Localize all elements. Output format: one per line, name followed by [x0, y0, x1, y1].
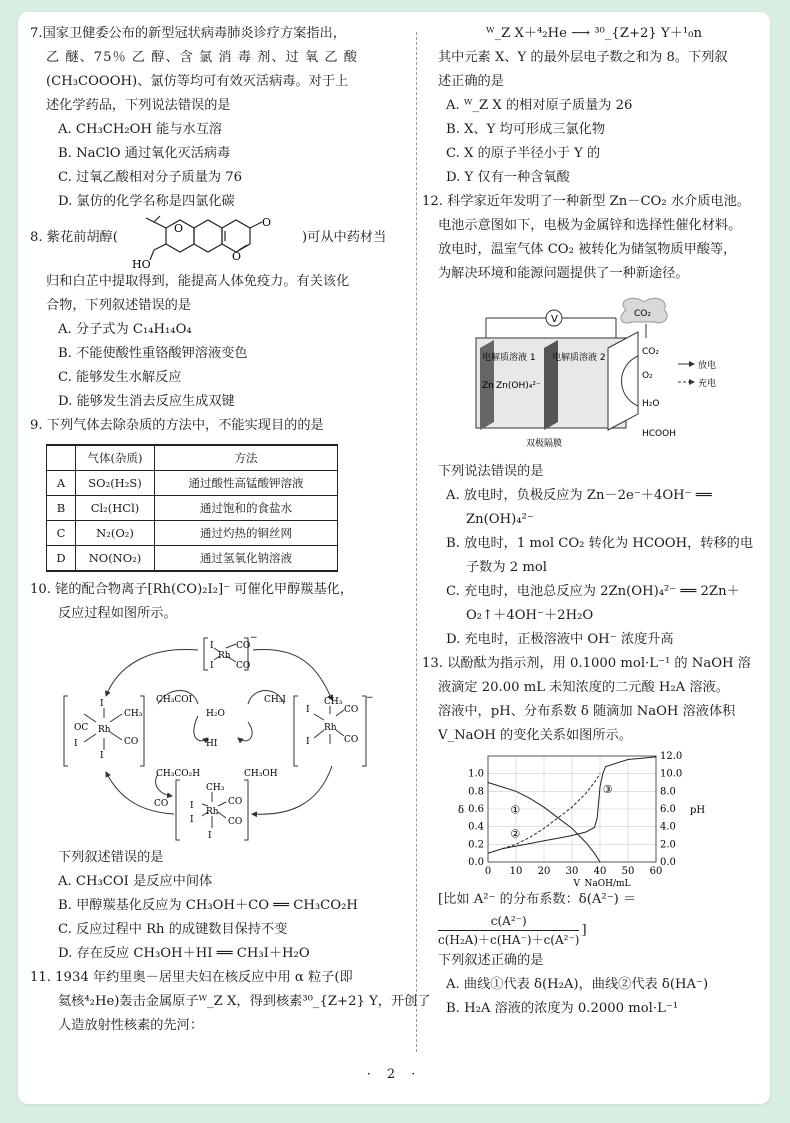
q7-line: 7.国家卫健委公布的新型冠状病毒肺炎诊疗方案指出，: [30, 26, 346, 41]
q8-line: 合物，下列叙述错误的是: [46, 298, 192, 313]
x-tick-label: 60: [649, 866, 663, 877]
q13-line: 液滴定 20.00 mL 未知浓度的二元酸 H₂A 溶液。: [438, 680, 729, 695]
q7-line: 乙 醚、75％ 乙 醇、含 氯 消 毒 剂、过 氧 乙 酸: [46, 50, 358, 65]
q11-option-d: D. Y 仅有一种含氧酸: [446, 170, 570, 185]
q8-o-label: O: [174, 222, 184, 235]
cycle-label: HI: [206, 739, 218, 749]
y-left-tick-label: 0.8: [468, 786, 484, 798]
q11-option-a: A. ᵂ_Z X 的相对原子质量为 26: [446, 98, 633, 113]
cycle-label: Rh: [206, 807, 219, 817]
cycle-label: CH₃: [206, 783, 225, 793]
y-left-tick-label: 0.0: [468, 857, 484, 868]
q12-option-b: B. 放电时，1 mol CO₂ 转化为 HCOOH，转移的电: [446, 536, 754, 551]
y-left-tick-label: 0.4: [468, 821, 484, 833]
y-right-axis-label: pH: [690, 805, 706, 816]
cycle-label: CO: [154, 799, 169, 809]
y-right-tick-label: 2.0: [660, 839, 676, 851]
cycle-label: Rh: [324, 723, 337, 733]
x-tick-label: 20: [537, 866, 551, 877]
cycle-label: CH₃CO₂H: [156, 769, 201, 779]
cycle-label: I: [74, 739, 78, 749]
q8-stem-start: 8. 紫花前胡醇(: [30, 230, 118, 245]
curve-label: ③: [602, 783, 613, 797]
discharge-label: 放电: [698, 361, 717, 371]
q7-option-c: C. 过氧乙酸相对分子质量为 76: [58, 170, 243, 185]
x-axis-label: V_NaOH/mL: [573, 879, 631, 888]
cycle-label: CH₃: [324, 697, 343, 707]
cycle-label: −: [250, 633, 258, 643]
q12-option-c: C. 充电时，电池总反应为 2Zn(OH)₄²⁻ ══ 2Zn＋: [446, 584, 740, 599]
h2o-label: H₂O: [642, 399, 660, 409]
q12-option-a-cont: Zn(OH)₄²⁻: [466, 512, 534, 527]
q13-line: 13. 以酚酞为指示剂，用 0.1000 mol·L⁻¹ 的 NaOH 溶: [422, 656, 751, 671]
q7-option-d: D. 氯仿的化学名称是四氯化碳: [58, 194, 235, 209]
q13-lead: 下列叙述正确的是: [438, 953, 544, 968]
cycle-label: I: [190, 815, 194, 825]
cycle-label: CO: [228, 797, 243, 807]
cycle-label: CO: [236, 641, 251, 651]
table-header: [47, 445, 76, 471]
cycle-label: I: [100, 751, 104, 761]
cycle-label: CH₃OH: [244, 769, 278, 779]
q13-note: [比如 A²⁻ 的分布系数：δ(A²⁻) ＝: [438, 892, 637, 907]
exam-page: [18, 12, 770, 1104]
q8-option-d: D. 能够发生消去反应生成双键: [58, 394, 235, 409]
q13-fraction: [422, 912, 766, 949]
q8-o-label: O: [232, 250, 242, 263]
cycle-label: CO: [228, 817, 243, 827]
q8-option-c: C. 能够发生水解反应: [58, 370, 182, 385]
q7-option-b: B. NaClO 通过氧化灭活病毒: [58, 146, 231, 161]
q11-cont: 述正确的是: [438, 74, 504, 89]
q11-line: 人造放射性核素的先河：: [58, 1018, 204, 1033]
curve-label: ②: [510, 827, 521, 841]
q9-stem: 9. 下列气体去除杂质的方法中，不能实现目的的是: [30, 418, 324, 433]
q10-line: 反应过程如图所示。: [58, 606, 177, 621]
charge-label: 充电: [698, 379, 717, 389]
q8-structure: [126, 214, 296, 270]
table-header: 方法: [155, 445, 338, 471]
y-right-tick-label: 12.0: [660, 751, 683, 762]
cycle-label: CO: [344, 735, 359, 745]
q10-catalytic-cycle: [48, 626, 388, 846]
q12-line: 为解决环境和能源问题提供了一种新途径。: [438, 266, 689, 281]
co2-cloud-label: CO₂: [634, 309, 651, 319]
q13-note-close: ]: [581, 922, 587, 938]
q13-option-a: A. 曲线①代表 δ(H₂A)，曲线②代表 δ(HA⁻): [446, 977, 709, 992]
q13-line: 溶液中，pH、分布系数 δ 随滴加 NaOH 溶液体积: [438, 704, 736, 719]
cycle-label: CO: [124, 737, 139, 747]
q8-stem-end: )可从中药材当: [302, 230, 387, 245]
q11-option-c: C. X 的原子半径小于 Y 的: [446, 146, 601, 161]
q13-option-b: B. H₂A 溶液的浓度为 0.2000 mol·L⁻¹: [446, 1001, 679, 1016]
q11-line: 11. 1934 年约里奥－居里夫妇在核反应中用 α 粒子(即: [30, 970, 353, 985]
table-cell: B: [47, 496, 76, 521]
y-right-tick-label: 4.0: [660, 821, 676, 833]
cycle-label: I: [210, 661, 214, 671]
question-8: [30, 214, 400, 270]
q12-option-d: D. 充电时，正极溶液中 OH⁻ 浓度升高: [446, 632, 674, 647]
q12-line: 12. 科学家近年发明了一种新型 Zn－CO₂ 水介质电池。: [422, 194, 750, 209]
o2-label: O₂: [642, 371, 653, 381]
y-right-tick-label: 0.0: [660, 857, 676, 868]
table-cell: Cl₂(HCl): [76, 496, 155, 521]
cycle-label: CH₃COI: [156, 695, 193, 705]
table-header: 气体(杂质): [76, 445, 155, 471]
table-cell: 通过饱和的食盐水: [155, 496, 338, 521]
q8-option-b: B. 不能使酸性重铬酸钾溶液变色: [58, 346, 248, 361]
cycle-label: −: [366, 693, 374, 703]
cycle-label: I: [306, 737, 310, 747]
zn-label: Zn: [482, 381, 494, 391]
voltmeter-label: V: [551, 314, 558, 325]
page-number: · 2 ·: [366, 1067, 422, 1082]
q11-cont: 其中元素 X、Y 的最外层电子数之和为 8。下列叙: [438, 50, 728, 65]
q10-line: 10. 铑的配合物离子[Rh(CO)₂I₂]⁻ 可催化甲醇羰基化，: [30, 582, 354, 597]
cycle-label: I: [306, 705, 310, 715]
table-header-row: [47, 445, 338, 471]
q12-option-b-cont: 子数为 2 mol: [466, 560, 547, 575]
table-cell: 通过灼热的铜丝网: [155, 521, 338, 546]
question-7: [30, 22, 400, 214]
q12-lead: 下列说法错误的是: [438, 464, 544, 479]
cycle-label: I: [100, 699, 104, 709]
q9-table: [46, 444, 338, 572]
table-cell: SO₂(H₂S): [76, 471, 155, 496]
hcooh-label: HCOOH: [642, 429, 676, 439]
q11-option-b: B. X、Y 均可形成三氯化物: [446, 122, 606, 137]
q12-line: 放电时，温室气体 CO₂ 被转化为储氢物质甲酸等，: [438, 242, 737, 257]
cycle-label: I: [210, 641, 214, 651]
q10-option-a: A. CH₃COI 是反应中间体: [58, 874, 213, 889]
table-cell: 通过氢氧化钠溶液: [155, 546, 338, 572]
x-tick-label: 30: [565, 866, 579, 877]
table-row: [47, 546, 338, 572]
q11-line: 氦核⁴₂He)轰击金属原子ᵂ_Z X，得到核素³⁰_{Z+2} Y，开创了: [58, 994, 431, 1009]
right-column: [422, 22, 766, 1021]
q12-option-c-cont: O₂↑＋4OH⁻＋2H₂O: [466, 608, 594, 623]
y-left-tick-label: 0.2: [468, 839, 484, 851]
x-tick-label: 50: [621, 866, 635, 877]
left-column: [30, 22, 431, 1038]
cycle-label: OC: [74, 723, 89, 733]
q13-line: V_NaOH 的变化关系如图所示。: [438, 728, 632, 743]
q8-line: 归和白芷中提取得到，能提高人体免疫力。有关该化: [46, 274, 350, 289]
titration-chart: [452, 748, 732, 888]
q11-equation: ᵂ_Z X＋⁴₂He ⟶ ³⁰_{Z+2} Y＋¹₀n: [486, 26, 702, 41]
table-cell: C: [47, 521, 76, 546]
co2-label: CO₂: [642, 347, 659, 357]
cycle-label: Rh: [98, 725, 111, 735]
x-tick-label: 40: [593, 866, 607, 877]
q10-option-c: C. 反应过程中 Rh 的成键数目保持不变: [58, 922, 288, 937]
q7-line: 述化学药品，下列说法错误的是: [46, 98, 231, 113]
curve-label: ①: [510, 803, 521, 817]
q13-fraction-den: c(H₂A)＋c(HA⁻)＋c(A²⁻): [438, 930, 579, 949]
q12-option-a: A. 放电时，负极反应为 Zn－2e⁻＋4OH⁻ ══: [446, 488, 712, 503]
x-tick-label: 0: [484, 866, 492, 877]
cycle-label: CH₃I: [264, 695, 286, 705]
membrane-label: 双极隔膜: [526, 439, 563, 449]
q12-line: 电池示意图如下，电极为金属锌和选择性催化材料。: [438, 218, 742, 233]
y-right-tick-label: 8.0: [660, 786, 676, 798]
cycle-label: I: [208, 831, 212, 841]
table-cell: A: [47, 471, 76, 496]
q7-option-a: A. CH₃CH₂OH 能与水互溶: [58, 122, 223, 137]
cycle-label: H₂O: [206, 709, 225, 719]
q10-option-b: B. 甲醇羰基化反应为 CH₃OH＋CO ══ CH₃CO₂H: [58, 898, 358, 913]
cycle-label: CO: [344, 705, 359, 715]
q13-fraction-num: c(A²⁻): [490, 914, 527, 928]
q8-o-label: O: [262, 216, 272, 229]
cycle-label: CO: [236, 661, 251, 671]
q8-option-a: A. 分子式为 C₁₄H₁₄O₄: [58, 322, 192, 337]
column-divider: [416, 32, 417, 1052]
cycle-label: I: [190, 801, 194, 811]
table-cell: 通过酸性高锰酸钾溶液: [155, 471, 338, 496]
zn-oh4-label: Zn(OH)₄²⁻: [496, 381, 541, 391]
electrolyte1-label: 电解质溶液 1: [482, 353, 536, 363]
y-left-tick-label: 1.0: [468, 768, 484, 780]
q7-line: (CH₃COOOH)、氯仿等均可有效灭活病毒。对于上: [46, 74, 349, 89]
table-row: [47, 471, 338, 496]
table-row: [47, 521, 338, 546]
x-tick-label: 10: [509, 866, 523, 877]
table-row: [47, 496, 338, 521]
electrolyte2-label: 电解质溶液 2: [552, 353, 606, 363]
q10-option-d: D. 存在反应 CH₃OH＋HI ══ CH₃I＋H₂O: [58, 946, 310, 961]
y-left-axis-label: δ: [458, 805, 465, 816]
q12-battery-diagram: [466, 296, 766, 456]
y-left-tick-label: 0.6: [468, 804, 484, 815]
table-cell: D: [47, 546, 76, 572]
y-right-tick-label: 10.0: [660, 768, 683, 780]
table-cell: NO(NO₂): [76, 546, 155, 572]
y-right-tick-label: 6.0: [660, 804, 676, 815]
cycle-label: Rh: [218, 651, 231, 661]
cycle-label: CH₃: [124, 709, 143, 719]
table-cell: N₂(O₂): [76, 521, 155, 546]
q10-lead: 下列叙述错误的是: [58, 850, 164, 865]
q8-ho-label: HO: [132, 258, 151, 270]
